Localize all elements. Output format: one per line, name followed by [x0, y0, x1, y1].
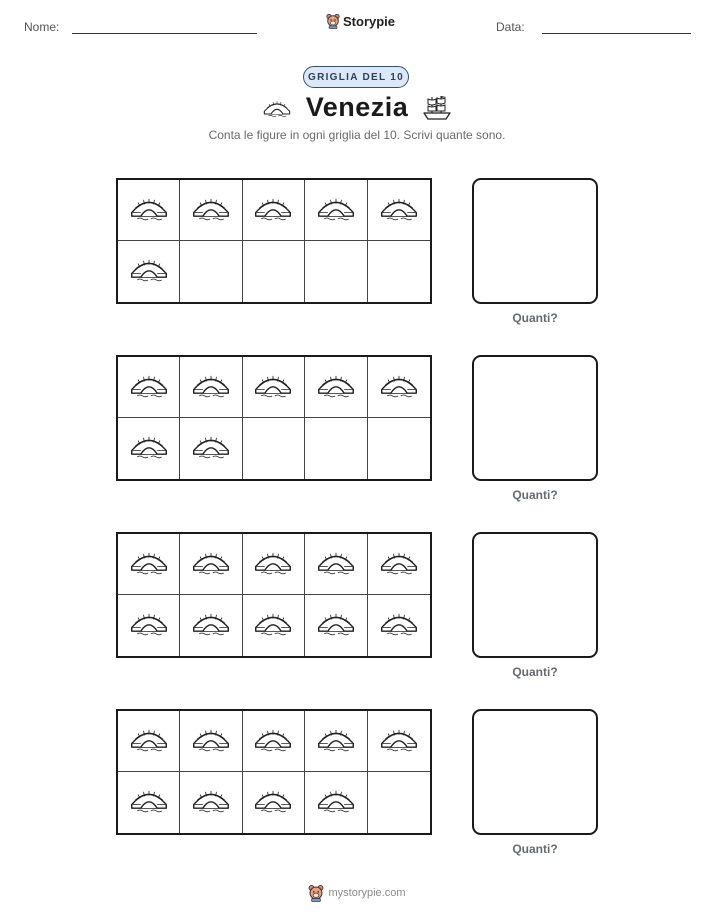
worksheet-header [0, 0, 714, 50]
ten-frame-cell [243, 772, 305, 833]
ten-frame-3 [116, 532, 432, 658]
ten-frame-cell [118, 418, 180, 479]
ten-frame-cell [118, 357, 180, 418]
bridge-icon [129, 255, 169, 288]
ten-frame-cell [368, 418, 430, 479]
brand-name: Storypie [343, 13, 396, 29]
ten-frame-cell [305, 711, 367, 772]
worksheet-type-badge: GRIGLIA DEL 10 [303, 66, 409, 88]
bridge-icon [191, 725, 231, 758]
title-row [0, 92, 714, 123]
footer-site: mystorypie.com [328, 887, 406, 899]
bridge-icon [379, 725, 419, 758]
name-line [72, 33, 257, 34]
name-label: Nome: [24, 20, 60, 34]
bridge-icon [191, 432, 231, 465]
ten-frame-cell [305, 595, 367, 656]
answer-label: Quanti? [512, 488, 558, 502]
answer-box-2[interactable] [472, 355, 598, 481]
bridge-icon [129, 725, 169, 758]
brand [326, 13, 395, 29]
ten-frame-cell [118, 772, 180, 833]
bridge-icon [191, 194, 231, 227]
bridge-icon [129, 194, 169, 227]
bridge-icon [262, 98, 292, 118]
bridge-icon [191, 548, 231, 581]
ten-frame-cell [305, 357, 367, 418]
answer-box-3[interactable] [472, 532, 598, 658]
ten-frame-cell [305, 772, 367, 833]
ten-frame-cell [243, 595, 305, 656]
ten-frame-cell [180, 241, 242, 302]
ten-frame-cell [118, 534, 180, 595]
bridge-icon [129, 548, 169, 581]
bridge-icon [191, 786, 231, 819]
ten-frame-cell [243, 180, 305, 241]
ten-frame-cell [243, 534, 305, 595]
answer-box-1[interactable] [472, 178, 598, 304]
answer-label: Quanti? [512, 311, 558, 325]
ten-frame-cell [305, 180, 367, 241]
bridge-icon [253, 194, 293, 227]
bridge-icon [253, 371, 293, 404]
date-label: Data: [496, 20, 525, 34]
ten-frame-cell [118, 711, 180, 772]
bridge-icon [253, 786, 293, 819]
ten-frame-cell [368, 241, 430, 302]
date-line [542, 33, 691, 34]
bridge-icon [191, 609, 231, 642]
bridge-icon [316, 786, 356, 819]
ten-frame-cell [180, 595, 242, 656]
ten-frame-cell [368, 357, 430, 418]
bridge-icon [316, 194, 356, 227]
ten-frame-cell [368, 534, 430, 595]
ten-frame-4 [116, 709, 432, 835]
instructions: Conta le figure in ogni griglia del 10. Scrivi quante sono. [208, 128, 506, 142]
ten-frame-cell [368, 711, 430, 772]
answer-label: Quanti? [512, 842, 558, 856]
ten-frame-cell [243, 357, 305, 418]
bridge-icon [253, 548, 293, 581]
ten-frame-cell [180, 711, 242, 772]
ten-frame-cell [180, 772, 242, 833]
ten-frame-cell [368, 595, 430, 656]
ten-frame-cell [243, 241, 305, 302]
bridge-icon [191, 371, 231, 404]
bridge-icon [379, 194, 419, 227]
bridge-icon [253, 725, 293, 758]
bear-logo-icon [326, 13, 340, 29]
ten-frame-cell [305, 534, 367, 595]
ten-frame-cell [180, 418, 242, 479]
bridge-icon [316, 371, 356, 404]
ten-frame-cell [180, 534, 242, 595]
ten-frame-cell [305, 418, 367, 479]
ship-icon [422, 94, 452, 122]
page-title: Venezia [305, 92, 409, 122]
footer [0, 884, 714, 902]
bridge-icon [316, 609, 356, 642]
ten-frame-cell [368, 772, 430, 833]
ten-frame-2 [116, 355, 432, 481]
bear-logo-icon [308, 884, 324, 902]
bridge-icon [379, 371, 419, 404]
bridge-icon [379, 609, 419, 642]
ten-frame-cell [243, 711, 305, 772]
bridge-icon [129, 371, 169, 404]
answer-label: Quanti? [512, 665, 558, 679]
bridge-icon [316, 725, 356, 758]
ten-frame-1 [116, 178, 432, 304]
bridge-icon [129, 786, 169, 819]
ten-frame-cell [305, 241, 367, 302]
ten-frame-cell [118, 595, 180, 656]
bridge-icon [316, 548, 356, 581]
bridge-icon [253, 609, 293, 642]
ten-frame-cell [243, 418, 305, 479]
ten-frame-cell [180, 357, 242, 418]
bridge-icon [129, 609, 169, 642]
ten-frame-cell [180, 180, 242, 241]
ten-frame-cell [368, 180, 430, 241]
answer-box-4[interactable] [472, 709, 598, 835]
bridge-icon [379, 548, 419, 581]
ten-frame-cell [118, 241, 180, 302]
bridge-icon [129, 432, 169, 465]
ten-frame-cell [118, 180, 180, 241]
